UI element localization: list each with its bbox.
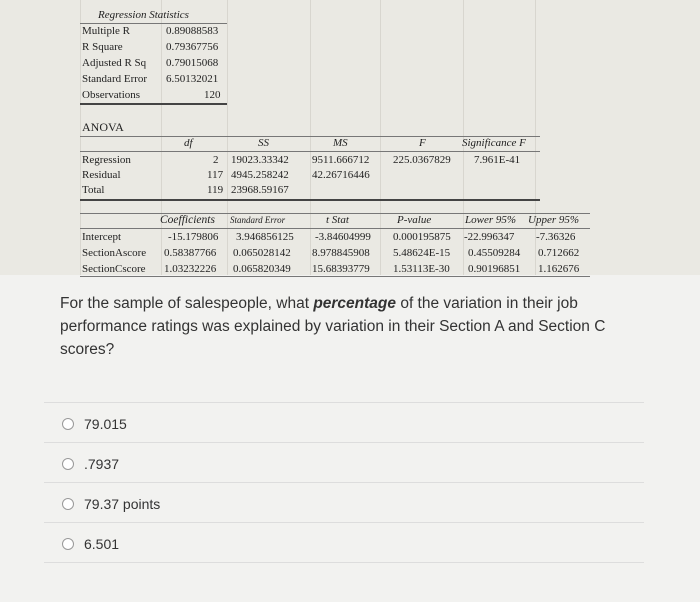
coef-tstat: 8.978845908 <box>312 247 370 259</box>
coef-header-coefficients: Coefficients <box>160 214 215 226</box>
anova-ss: 19023.33342 <box>231 154 289 166</box>
anova-title: ANOVA <box>82 120 124 134</box>
choice-option-4[interactable] <box>44 524 644 564</box>
coef-value: -15.179806 <box>168 231 219 243</box>
question-part1: For the sample of salespeople, what <box>60 295 314 312</box>
stat-value: 0.89088583 <box>166 25 219 37</box>
stat-value: 6.50132021 <box>166 73 219 85</box>
coef-header-tstat: t Stat <box>326 214 349 226</box>
choice-label: 79.37 points <box>84 496 161 512</box>
anova-row-label: Regression <box>82 154 131 166</box>
choice-option-1[interactable] <box>44 404 644 444</box>
anova-df: 119 <box>207 184 224 196</box>
choice-option-3[interactable] <box>44 484 644 524</box>
coef-tstat: -3.84604999 <box>315 231 371 243</box>
anova-header-df: df <box>184 137 193 149</box>
regression-statistics-title: Regression Statistics <box>98 9 189 21</box>
anova-ss: 4945.258242 <box>231 169 289 181</box>
stat-label: Multiple R <box>82 25 130 37</box>
coef-tstat: 15.68393779 <box>312 263 370 275</box>
coef-row-label: SectionCscore <box>82 263 146 275</box>
coef-upper: -7.36326 <box>536 231 576 243</box>
radio-button-icon[interactable] <box>62 458 74 470</box>
anova-row-label: Total <box>82 184 105 196</box>
coef-value: 0.58387766 <box>164 247 217 259</box>
coef-value: 1.03232226 <box>164 263 217 275</box>
coef-header-upper: Upper 95% <box>528 214 580 226</box>
coef-header-stderr: Standard Error <box>230 215 286 225</box>
anova-header-ms: MS <box>333 137 348 149</box>
anova-ss: 23968.59167 <box>231 184 289 196</box>
coef-pvalue: 0.000195875 <box>393 231 451 243</box>
anova-ms: 9511.666712 <box>312 154 370 166</box>
coef-header-pvalue: P-value <box>397 214 432 226</box>
coef-lower: 0.90196851 <box>468 263 521 275</box>
stat-value: 120 <box>204 89 221 101</box>
coef-header-lower: Lower 95% <box>465 214 517 226</box>
anova-f: 225.0367829 <box>393 154 451 166</box>
choice-label: 79.015 <box>84 416 127 432</box>
stat-value: 0.79367756 <box>166 41 219 53</box>
choice-label: .7937 <box>84 456 120 472</box>
coef-pvalue: 5.48624E-15 <box>393 247 451 259</box>
coef-row-label: SectionAscore <box>82 247 147 259</box>
stat-label: Standard Error <box>82 73 148 85</box>
coef-se: 3.946856125 <box>236 231 294 243</box>
coef-upper: 1.162676 <box>538 263 580 275</box>
anova-df: 2 <box>213 154 219 166</box>
radio-button-icon[interactable] <box>62 538 74 550</box>
question-part2: of the variation in their job performance ratings was explained by variation in their Section A and Section C scores? <box>60 295 606 358</box>
anova-df: 117 <box>207 169 224 181</box>
coef-se: 0.065028142 <box>233 247 291 259</box>
anova-header-ss: SS <box>258 137 269 149</box>
choice-label: 6.501 <box>84 536 120 552</box>
spreadsheet-output <box>0 0 700 275</box>
coef-pvalue: 1.53113E-30 <box>393 263 450 275</box>
choice-divider <box>44 402 644 403</box>
question-emphasis: percentage <box>313 295 397 312</box>
radio-button-icon[interactable] <box>62 498 74 510</box>
coef-row-label: Intercept <box>82 231 122 243</box>
coef-lower: 0.45509284 <box>468 247 521 259</box>
anova-row-label: Residual <box>82 169 121 181</box>
coef-upper: 0.712662 <box>538 247 580 259</box>
radio-button-icon[interactable] <box>62 418 74 430</box>
coef-se: 0.065820349 <box>233 263 291 275</box>
stat-label: Observations <box>82 89 141 101</box>
stat-value: 0.79015068 <box>166 57 219 69</box>
stat-label: Adjusted R Sq <box>82 57 147 69</box>
stat-label: R Square <box>82 41 123 53</box>
coef-lower: -22.996347 <box>464 231 515 243</box>
anova-header-f: F <box>419 137 426 149</box>
anova-header-significance: Significance F <box>462 137 526 149</box>
anova-ms: 42.26716446 <box>312 169 370 181</box>
anova-sig: 7.961E-41 <box>474 154 521 166</box>
choice-option-2[interactable] <box>44 444 644 484</box>
question-text <box>60 292 640 361</box>
